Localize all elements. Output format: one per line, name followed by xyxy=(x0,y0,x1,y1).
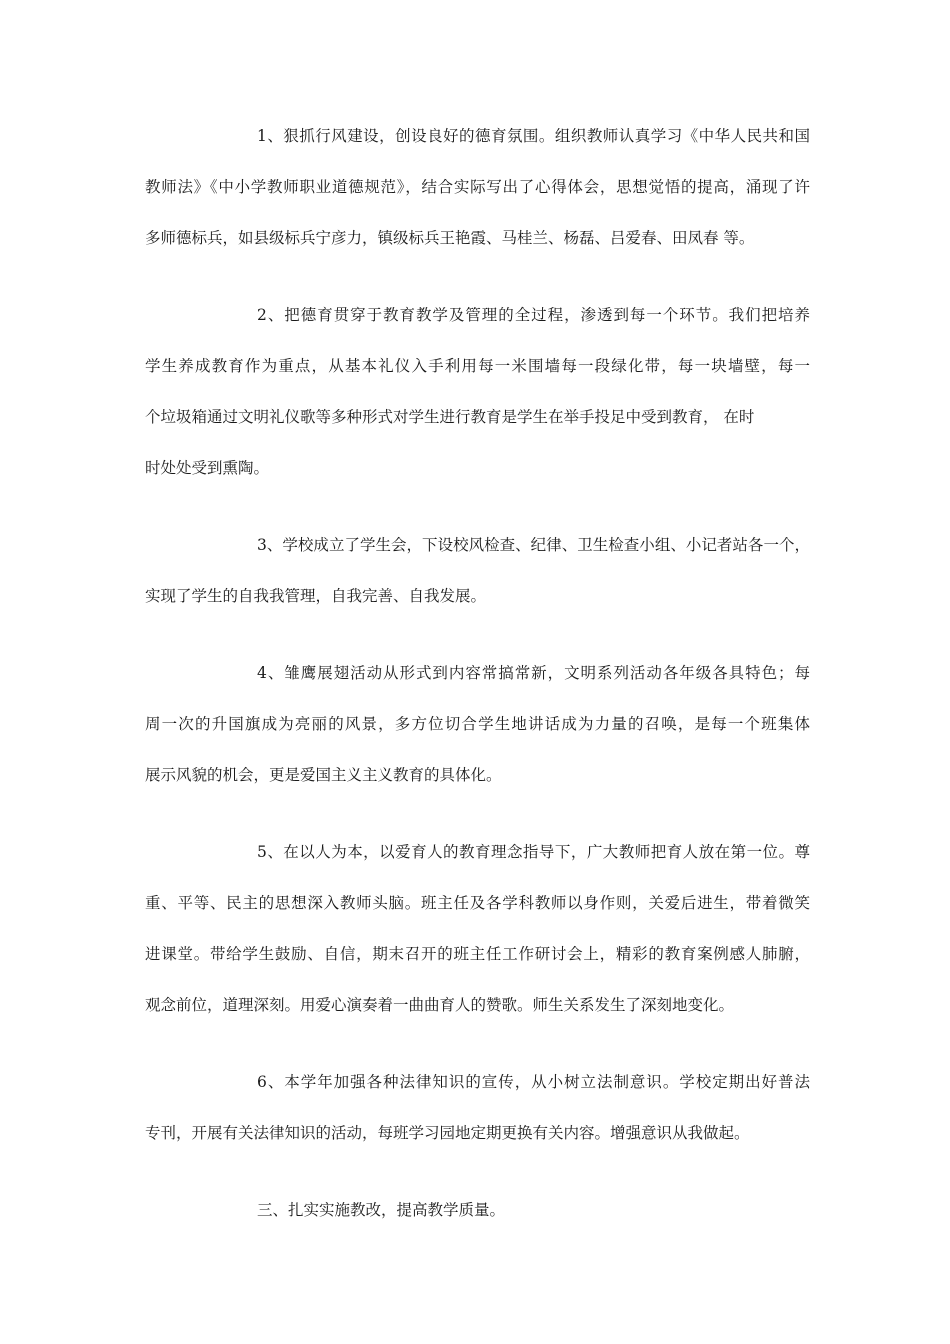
paragraph-4 xyxy=(145,655,810,808)
paragraph-line: 教师法》《中小学教师职业道德规范》，结合实际写出了心得体会，思想觉悟的提高，涌现了许 xyxy=(145,178,810,196)
paragraph-2 xyxy=(145,297,810,501)
paragraph-3 xyxy=(145,527,810,629)
paragraph-line: 周一次的升国旗成为亮丽的风景，多方位切合学生地讲话成为力量的召唤，是每一个班集体 xyxy=(145,715,810,733)
section-heading xyxy=(145,1192,810,1243)
paragraph-line: 个垃圾箱通过文明礼仪歌等多种形式对学生进行教育是学生在举手投足中受到教育， 在时 xyxy=(145,408,755,426)
paragraph-line: 专刊，开展有关法律知识的活动，每班学习园地定期更换有关内容。增强意识从我做起。 xyxy=(145,1124,750,1142)
paragraph-line: 时处处受到熏陶。 xyxy=(145,459,270,477)
section-heading-line: 三、扎实实施教改，提高教学质量。 xyxy=(257,1201,506,1219)
paragraph-line: 学生养成教育作为重点，从基本礼仪入手利用每一米围墙每一段绿化带，每一块墙壁，每一 xyxy=(145,357,810,375)
document-page xyxy=(145,118,810,1269)
paragraph-6 xyxy=(145,1064,810,1166)
paragraph-line: 展示风貌的机会，更是爱国主义主义教育的具体化。 xyxy=(145,766,502,784)
paragraph-line: 重、平等、民主的思想深入教师头脑。班主任及各学科教师以身作则，关爱后进生，带着微笑 xyxy=(145,894,810,912)
paragraph-line: 1、狠抓行风建设，创设良好的德育氛围。组织教师认真学习《中华人民共和国 xyxy=(257,127,810,145)
paragraph-line: 多师德标兵，如县级标兵宁彦力，镇级标兵王艳霞、马桂兰、杨磊、吕爱春、田凤春 等。 xyxy=(145,229,755,247)
paragraph-line: 3、学校成立了学生会，下设校风检查、纪律、卫生检查小组、小记者站各一个， xyxy=(257,536,810,554)
paragraph-line: 6、本学年加强各种法律知识的宣传，从小树立法制意识。学校定期出好普法 xyxy=(257,1073,810,1091)
paragraph-line: 实现了学生的自我我管理，自我完善、自我发展。 xyxy=(145,587,487,605)
paragraph-line: 进课堂。带给学生鼓励、自信，期末召开的班主任工作研讨会上，精彩的教育案例感人肺腑， xyxy=(145,945,810,963)
paragraph-5 xyxy=(145,834,810,1038)
paragraph-line: 2、把德育贯穿于教育教学及管理的全过程，渗透到每一个环节。我们把培养 xyxy=(257,306,810,324)
paragraph-1 xyxy=(145,118,810,271)
paragraph-line: 观念前位，道理深刻。用爱心演奏着一曲曲育人的赞歌。师生关系发生了深刻地变化。 xyxy=(145,996,735,1014)
paragraph-line: 5、在以人为本，以爱育人的教育理念指导下，广大教师把育人放在第一位。尊 xyxy=(257,843,810,861)
paragraph-line: 4、雏鹰展翅活动从形式到内容常搞常新，文明系列活动各年级各具特色；每 xyxy=(257,664,810,682)
